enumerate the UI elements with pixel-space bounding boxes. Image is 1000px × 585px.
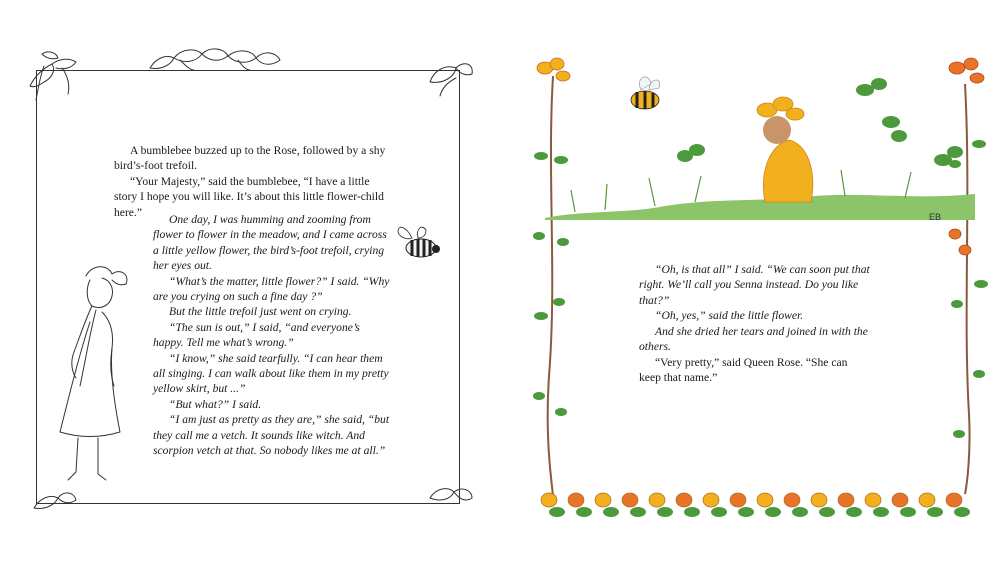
- top-left-flower-ornament-icon: [22, 46, 102, 106]
- border-leaf: [927, 507, 943, 517]
- border-flower: [946, 493, 962, 507]
- story-paragraph-4: “The sun is out,” I said, “and everyone’s happy. Tell me what’s wrong.”: [153, 320, 360, 350]
- border-flower: [622, 493, 638, 507]
- border-leaf: [549, 507, 565, 517]
- border-leaf: [576, 507, 592, 517]
- girl-sketch-illustration: [50, 262, 140, 492]
- border-leaf: [711, 507, 727, 517]
- border-flower: [919, 493, 935, 507]
- right-story-text: [639, 262, 871, 354]
- border-flower: [568, 493, 584, 507]
- intro-paragraph-1: A bumblebee buzzed up to the Rose, followed by a shy bird’s-foot trefoil.: [114, 144, 386, 173]
- border-leaf: [765, 507, 781, 517]
- border-leaf: [819, 507, 835, 517]
- border-leaf: [684, 507, 700, 517]
- border-leaf: [900, 507, 916, 517]
- illustrator-monogram: EB: [929, 212, 942, 222]
- border-leaf: [954, 507, 970, 517]
- border-flower: [784, 493, 800, 507]
- intro-text: [114, 143, 392, 220]
- top-center-flower-ornament-icon: [140, 40, 290, 80]
- story-paragraph-2: “What’s the matter, little flower?” I said. “Why are you crying on such a fine day ?”: [153, 274, 390, 304]
- intro-paragraph-2: “Your Majesty,” said the bumblebee, “I have a little story I hope you will like. It’s about this little flower-child here.”: [114, 174, 384, 219]
- border-leaf: [738, 507, 754, 517]
- border-leaf: [873, 507, 889, 517]
- story-paragraph-5: “I know,” she said tearfully. “I can hear them all singing. I can walk about like them in my pretty yellow skirt, but ...”: [153, 351, 389, 396]
- border-flower: [865, 493, 881, 507]
- meadow-scene-illustration: [545, 60, 975, 230]
- border-flower: [595, 493, 611, 507]
- border-leaf: [792, 507, 808, 517]
- right-story-paragraph-3: And she dried her tears and joined in with the others.: [639, 324, 868, 354]
- border-flower: [757, 493, 773, 507]
- bumblebee-sketch-icon: [394, 222, 444, 266]
- border-flower: [676, 493, 692, 507]
- right-story-paragraph-2: “Oh, yes,” said the little flower.: [655, 309, 804, 323]
- bottom-flower-border-illustration: [539, 480, 979, 530]
- closing-text: [639, 355, 871, 386]
- story-paragraph-6: “But what?” I said.: [169, 397, 262, 411]
- border-flower: [730, 493, 746, 507]
- closing-paragraph: “Very pretty,” said Queen Rose. “She can keep that name.”: [639, 356, 848, 385]
- border-flower: [703, 493, 719, 507]
- left-story-text: [153, 212, 393, 459]
- border-flower: [892, 493, 908, 507]
- top-right-flower-ornament-icon: [420, 52, 480, 102]
- bottom-right-flower-ornament-icon: [420, 476, 480, 516]
- border-flower: [811, 493, 827, 507]
- right-page: [515, 0, 1000, 585]
- border-flower: [541, 493, 557, 507]
- right-story-paragraph-1: “Oh, is that all” I said. “We can soon put that right. We’ll call you Senna instead. Do you like that?”: [639, 263, 870, 307]
- border-leaf: [846, 507, 862, 517]
- story-paragraph-1: One day, I was humming and zooming from flower to flower in the meadow, and I came across a little yellow flower, the bird’s-foot trefoil, crying her eyes out.: [153, 213, 387, 273]
- border-flower: [838, 493, 854, 507]
- story-paragraph-3: But the little trefoil just went on crying.: [169, 305, 352, 319]
- bumblebee-color-icon: [631, 77, 660, 109]
- border-leaf: [603, 507, 619, 517]
- border-flower: [649, 493, 665, 507]
- border-leaf: [630, 507, 646, 517]
- border-leaf: [657, 507, 673, 517]
- story-paragraph-7: “I am just as pretty as they are,” she said, “but they call me a vetch. It sounds like witch. And scorpion vetch at that. So nobody likes me at all.”: [153, 413, 390, 458]
- flower-girl-figure: [757, 97, 813, 202]
